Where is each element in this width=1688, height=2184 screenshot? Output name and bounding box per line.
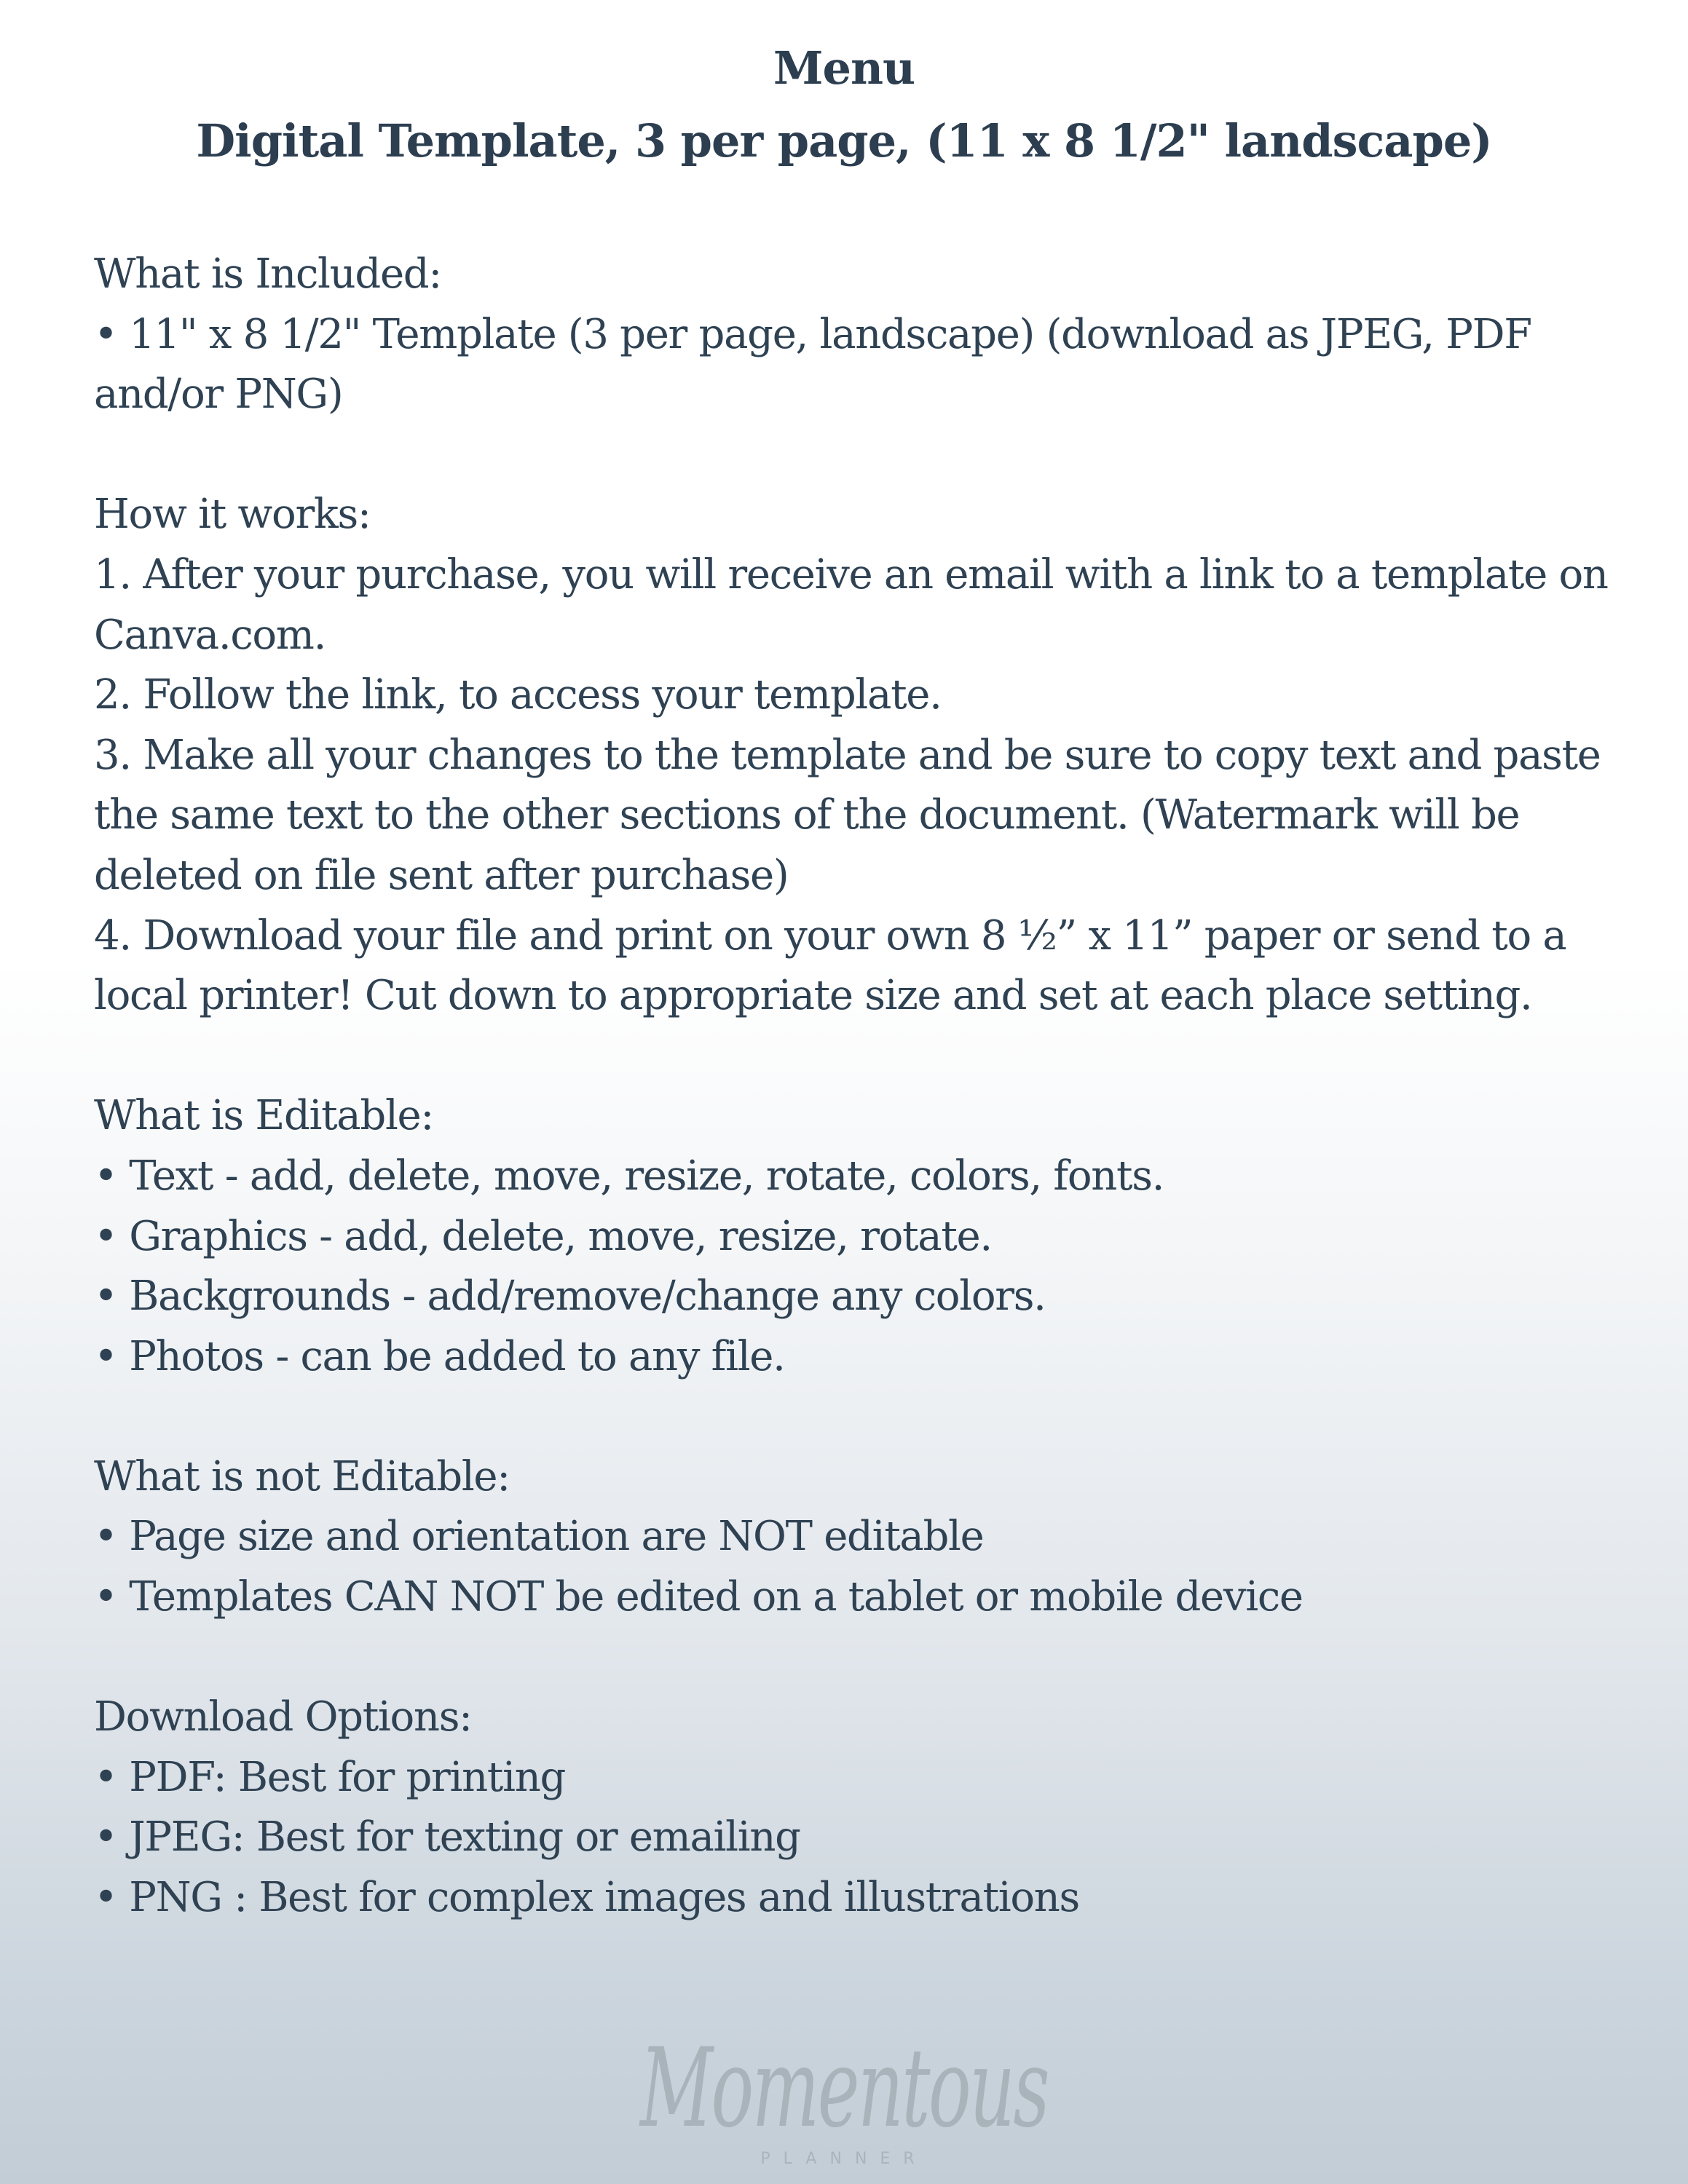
momentous-logo-icon [611, 2025, 1077, 2169]
body-line: the same text to the other sections of the document. (Watermark will be [94, 791, 1520, 839]
document-body [94, 245, 1609, 1988]
section-what-is-editable [94, 1086, 1609, 1387]
bullet-item: • Photos - can be added to any file. [94, 1332, 785, 1380]
bullet-item: • PDF: Best for printing [94, 1753, 566, 1801]
page-title: Menu [773, 41, 915, 95]
bullet-item: • Templates CAN NOT be edited on a tablet or mobile device [94, 1573, 1303, 1621]
body-line: local printer! Cut down to appropriate size and set at each place setting. [94, 972, 1532, 1020]
body-line: 4. Download your file and print on your own 8 ½” x 11” paper or send to a [94, 911, 1566, 960]
brand-logo [0, 2025, 1688, 2169]
document-heading [0, 32, 1688, 178]
section-heading: What is not Editable: [94, 1452, 510, 1500]
logo-tagline: PLANNER [760, 2150, 928, 2168]
bullet-item: • Text - add, delete, move, resize, rotate, colors, fonts. [94, 1152, 1164, 1200]
bullet-item: • Page size and orientation are NOT editable [94, 1513, 984, 1561]
body-line: • 11" x 8 1/2" Template (3 per page, landscape) (download as JPEG, PDF [94, 310, 1531, 358]
page-subtitle: Digital Template, 3 per page, (11 x 8 1/2" landscape) [196, 114, 1492, 167]
body-line: 3. Make all your changes to the template and be sure to copy text and paste [94, 731, 1601, 779]
section-download-options [94, 1688, 1609, 1928]
logo-wordmark: Momentous [639, 2025, 1048, 2152]
body-line: Canva.com. [94, 611, 326, 659]
section-heading: What is Editable: [94, 1092, 433, 1140]
body-line: deleted on file sent after purchase) [94, 851, 789, 899]
section-what-is-not-editable [94, 1447, 1609, 1628]
body-line: 2. Follow the link, to access your template. [94, 671, 942, 719]
bullet-item: • PNG : Best for complex images and illustrations [94, 1874, 1079, 1922]
section-heading: What is Included: [94, 250, 441, 298]
bullet-item: • Backgrounds - add/remove/change any colors. [94, 1273, 1046, 1321]
section-what-is-included [94, 245, 1609, 425]
bullet-item: • JPEG: Best for texting or emailing [94, 1813, 800, 1861]
body-line: and/or PNG) [94, 371, 343, 419]
section-how-it-works [94, 485, 1609, 1026]
section-heading: How it works: [94, 491, 371, 539]
bullet-item: • Graphics - add, delete, move, resize, rotate. [94, 1212, 992, 1260]
body-line: 1. After your purchase, you will receive an email with a link to a template on [94, 550, 1608, 598]
section-heading: Download Options: [94, 1693, 472, 1741]
